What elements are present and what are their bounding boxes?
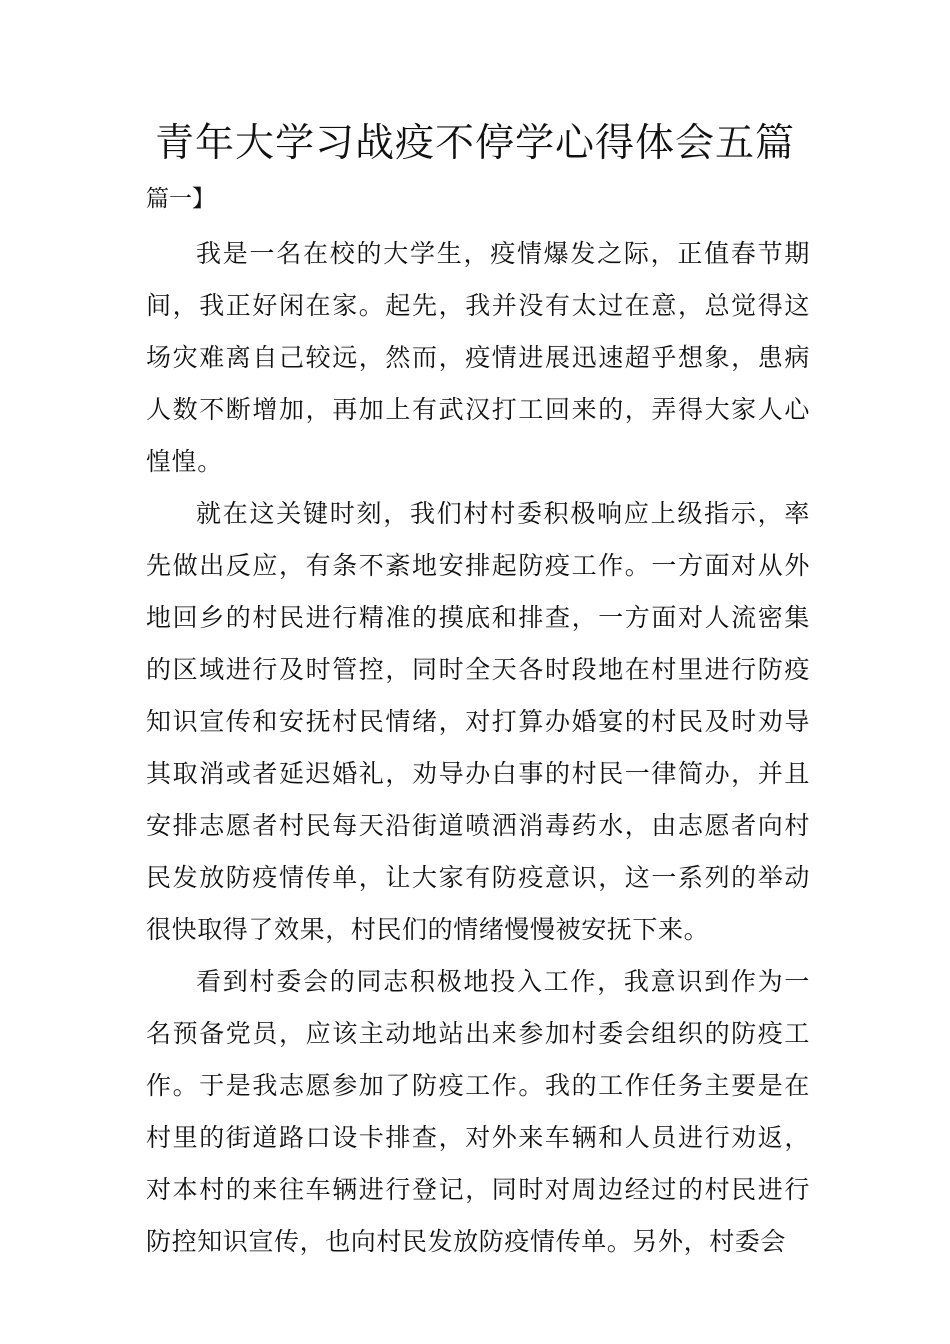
paragraph-1: 我是一名在校的大学生，疫情爆发之际，正值春节期间，我正好闲在家。起先，我并没有太过在意，总觉得这场灾难离自己较远，然而，疫情进展迅速超乎想象，患病人数不断增加，再加上有武汉打工回来的，弄得大家人心惶惶。	[146, 239, 810, 476]
document-title: 青年大学习战疫不停学心得体会五篇	[154, 121, 795, 166]
paragraph-2: 就在这关键时刻，我们村村委积极响应上级指示，率先做出反应，有条不紊地安排起防疫工作。一方面对从外地回乡的村民进行精准的摸底和排查，一方面对人流密集的区域进行及时管控，同时全天各时段地在村里进行防疫知识宣传和安抚村民情绪，对打算办婚宴的村民及时劝导其取消或者延迟婚礼，劝导办白事的村民一律简办，并且安排志愿者村民每天沿街道喷洒消毒药水，由志愿者向村民发放防疫情传单，让大家有防疫意识，这一系列的举动很快取得了效果，村民们的情绪慢慢被安抚下来。	[146, 499, 810, 944]
document-body	[146, 228, 810, 1268]
section-label: 篇一】	[146, 186, 215, 212]
paragraph-3: 看到村委会的同志积极地投入工作，我意识到作为一名预备党员，应该主动地站出来参加村委会组织的防疫工作。于是我志愿参加了防疫工作。我的工作任务主要是在村里的街道路口设卡排查，对外来车辆和人员进行劝返，对本村的来往车辆进行登记，同时对周边经过的村民进行防控知识宣传，也向村民发放防疫情传单。另外，村委会	[146, 967, 810, 1256]
